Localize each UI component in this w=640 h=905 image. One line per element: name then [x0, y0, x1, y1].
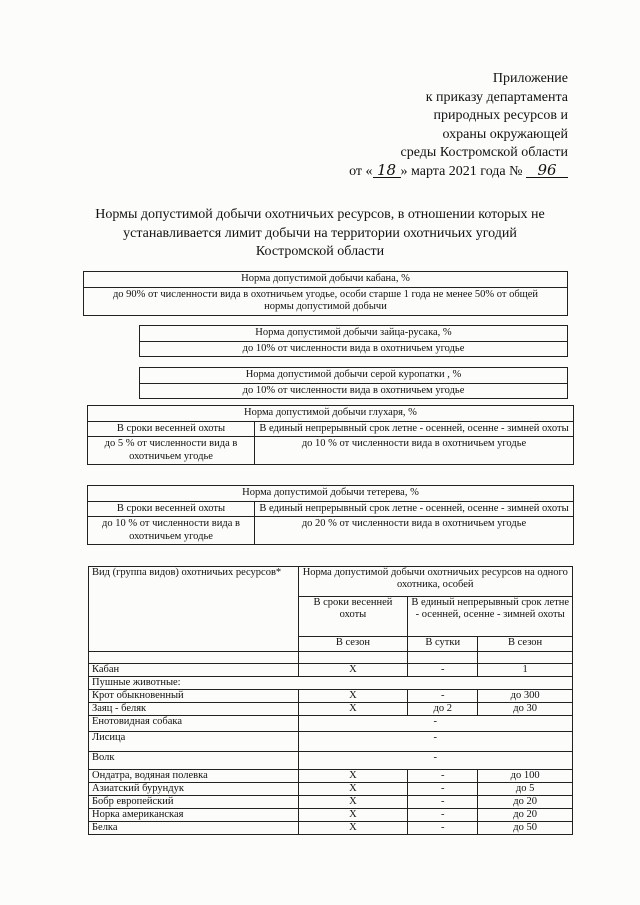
species-name: Азиатский бурундук [89, 783, 299, 796]
per-season-value: до 20 [478, 809, 573, 822]
species-name: Волк [89, 752, 299, 770]
partridge-norm-table [139, 367, 568, 399]
boar-norm-header: Норма допустимой добычи кабана, % [84, 272, 568, 288]
per-season-value: 1 [478, 664, 573, 677]
species-name: Бобр европейский [89, 796, 299, 809]
species-name: Крот обыкновенный [89, 690, 299, 703]
capercaillie-spring-value: до 5 % от численности вида в охотничьем угодье [88, 437, 255, 465]
table-row [89, 690, 573, 703]
species-name: Кабан [89, 664, 299, 677]
species-name: Лисица [89, 732, 299, 752]
grouse-norm-table [87, 485, 574, 545]
capercaillie-continuous-value: до 10 % от численности вида в охотничьем угодье [255, 437, 574, 465]
hare-norm-table [139, 325, 568, 357]
grouse-continuous-head: В единый непрерывный срок летне - осенней, осенне - зимней охоты [255, 501, 574, 517]
species-name: Енотовидная собака [89, 716, 299, 732]
capercaillie-spring-head: В сроки весенней охоты [88, 421, 255, 437]
capercaillie-norm-header: Норма допустимой добычи глухаря, % [88, 406, 574, 422]
spring-hunt-header: В сроки весенней охоты [298, 597, 408, 637]
species-column-header: Вид (группа видов) охотничьих ресурсов* [89, 567, 299, 652]
continuous-hunt-header: В единый непрерывный срок летне - осенней, осенне - зимней охоты [408, 597, 573, 637]
boar-norm-value [84, 287, 568, 315]
spring-value: Х [298, 822, 408, 835]
hare-norm-header: Норма допустимой добычи зайца-русака, % [140, 326, 568, 342]
spring-per-season-header: В сезон [298, 637, 408, 652]
grouse-spring-value: до 10 % от численности вида в охотничьем угодье [88, 517, 255, 545]
table-row [89, 822, 573, 835]
spring-value: Х [298, 783, 408, 796]
merged-value: - [298, 716, 572, 732]
grouse-continuous-value: до 20 % от численности вида в охотничьем угодье [255, 517, 574, 545]
per-day-value: - [408, 822, 478, 835]
title-line-3: Костромской области [255, 244, 385, 260]
per-day-header: В сутки [408, 637, 478, 652]
handwritten-day: 18 [373, 163, 401, 178]
spring-value: Х [298, 703, 408, 716]
boar-norm-line-2: нормы допустимой добычи [264, 301, 387, 312]
spring-value: Х [298, 690, 408, 703]
capercaillie-continuous-head: В единый непрерывный срок летне - осенней, осенне - зимней охоты [255, 421, 574, 437]
appendix-line-2: природных ресурсов и [433, 108, 568, 124]
table-row [89, 783, 573, 796]
per-season-value: до 50 [478, 822, 573, 835]
document-title [60, 206, 580, 262]
table-row [89, 732, 573, 752]
hare-norm-value: до 10% от численности вида в охотничьем угодье [140, 341, 568, 357]
species-name: Белка [89, 822, 299, 835]
appendix-date-line [349, 160, 568, 182]
species-name: Норка американская [89, 809, 299, 822]
spring-value: Х [298, 770, 408, 783]
table-row [89, 752, 573, 770]
table-row [89, 716, 573, 732]
per-season-value: до 30 [478, 703, 573, 716]
fur-animals-heading: Пушные животные: [89, 677, 573, 690]
per-day-value: - [408, 664, 478, 677]
table-row [89, 770, 573, 783]
per-day-value: - [408, 809, 478, 822]
title-line-2: устанавливается лимит добычи на территории охотничьих угодий [123, 225, 517, 241]
table-row [89, 664, 573, 677]
appendix-header [349, 70, 568, 182]
grouse-spring-head: В сроки весенней охоты [88, 501, 255, 517]
title-line-1: Нормы допустимой добычи охотничьих ресурсов, в отношении которых не [95, 207, 545, 222]
capercaillie-norm-table [87, 405, 574, 465]
grouse-norm-header: Норма допустимой добычи тетерева, % [88, 486, 574, 502]
merged-value: - [298, 732, 572, 752]
boar-norm-table [83, 271, 568, 316]
merged-value: - [298, 752, 572, 770]
per-season-value: до 5 [478, 783, 573, 796]
per-day-value: - [408, 690, 478, 703]
per-season-value: до 300 [478, 690, 573, 703]
appendix-line-1: к приказу департамента [425, 89, 568, 105]
date-prefix: от « [349, 163, 373, 179]
per-season-header: В сезон [478, 637, 573, 652]
per-season-value: до 20 [478, 796, 573, 809]
per-season-value: до 100 [478, 770, 573, 783]
species-name: Заяц - беляк [89, 703, 299, 716]
spring-value: Х [298, 796, 408, 809]
partridge-norm-value: до 10% от численности вида в охотничьем угодье [140, 383, 568, 399]
table-row [89, 703, 573, 716]
per-day-value: до 2 [408, 703, 478, 716]
boar-norm-line-1: до 90% от численности вида в охотничьем угодье, особи старше 1 года не менее 50% от общей [112, 288, 539, 300]
species-name: Ондатра, водяная полевка [89, 770, 299, 783]
appendix-line-4: среды Костромской области [400, 145, 568, 161]
table-row [89, 809, 573, 822]
date-middle: » марта 2021 года № [400, 163, 523, 179]
spring-value: Х [298, 809, 408, 822]
appendix-line-3: охраны окружающей [442, 126, 568, 142]
appendix-title: Приложение [492, 71, 568, 86]
species-norm-table [88, 566, 573, 835]
spring-value: Х [298, 664, 408, 677]
partridge-norm-header: Норма допустимой добычи серой куропатки , % [140, 368, 568, 384]
per-day-value: - [408, 796, 478, 809]
per-day-value: - [408, 770, 478, 783]
norm-column-header: Норма допустимой добычи охотничьих ресурсов на одного охотника, особей [298, 567, 572, 597]
table-row [89, 677, 573, 690]
table-row [89, 796, 573, 809]
per-day-value: - [408, 783, 478, 796]
handwritten-order-number: 96 [526, 163, 568, 178]
